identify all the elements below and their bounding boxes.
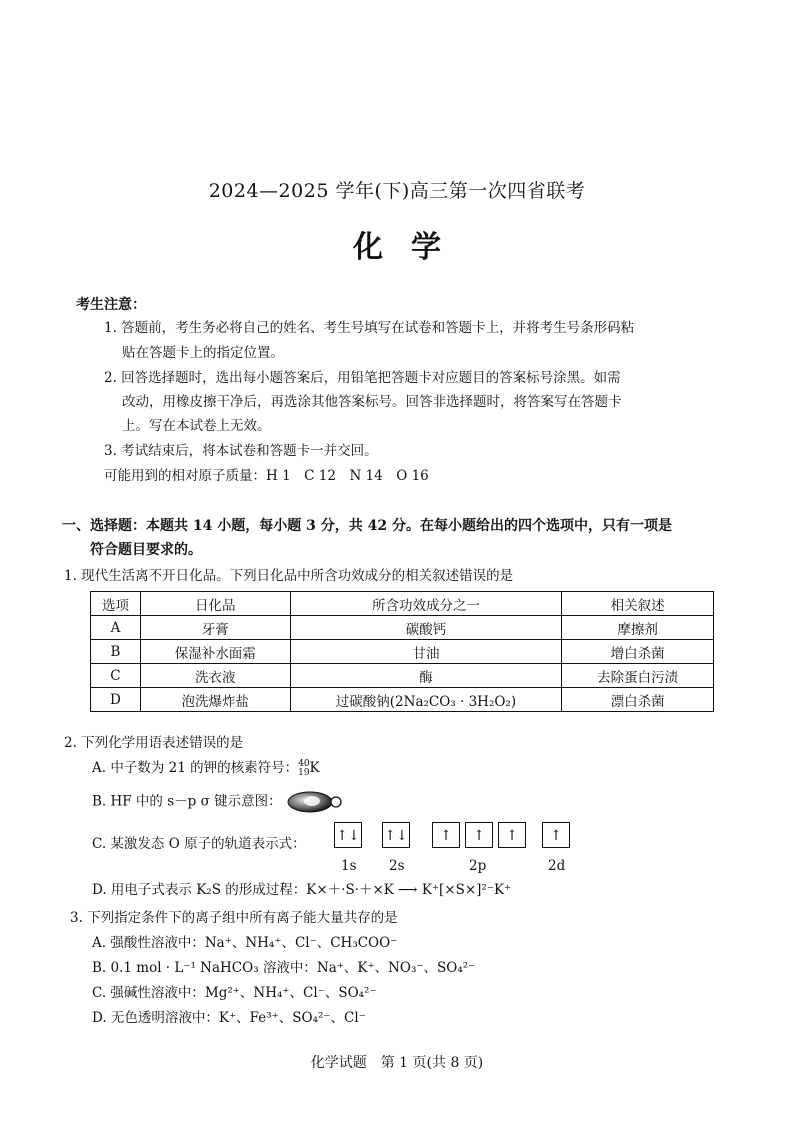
q3-option-d: D. 无色透明溶液中：K⁺、Fe³⁺、SO₄²⁻、Cl⁻ (92, 1010, 366, 1026)
table-cell: 甘油 (290, 640, 562, 664)
q3-stem: 3. 下列指定条件下的离子组中所有离子能大量共存的是 (70, 910, 398, 926)
notice-item-2-line-3: 上。写在本试卷上无效。 (122, 418, 271, 434)
q3-option-c: C. 强碱性溶液中：Mg²⁺、NH₄⁺、Cl⁻、SO₄²⁻ (92, 985, 377, 1001)
subject-title: 化学 (353, 230, 469, 265)
q1-stem: 1. 现代生活离不开日化品。下列日化品中所含功效成分的相关叙述错误的是 (64, 568, 514, 584)
table-cell: D (91, 688, 141, 712)
section-1-line-1: 一、选择题：本题共 14 小题，每小题 3 分，共 42 分。在每小题给出的四个选项中，只有一项是 (62, 518, 672, 534)
orbital-box-2d: ↑ (542, 822, 570, 848)
q2-option-a-text: A. 中子数为 21 的钾的核素符号： (92, 760, 299, 776)
q3-option-b: B. 0.1 mol · L⁻¹ NaHCO₃ 溶液中：Na⁺、K⁺、NO₃⁻、SO₄²⁻ (92, 960, 476, 976)
s-p-sigma-bond-icon (286, 790, 342, 814)
table-header-cell: 选项 (91, 592, 141, 616)
q3-option-a: A. 强酸性溶液中：Na⁺、NH₄⁺、Cl⁻、CH₃COO⁻ (92, 935, 398, 951)
table-row (91, 640, 714, 664)
orbital-label-2s: 2s (389, 858, 405, 874)
table-cell: 洗衣液 (140, 664, 290, 688)
table-cell: C (91, 664, 141, 688)
table-cell: A (91, 616, 141, 640)
q1-table (90, 591, 714, 712)
table-cell: 摩擦剂 (562, 616, 714, 640)
notice-item-1-line-2: 贴在答题卡上的指定位置。 (122, 345, 284, 361)
orbital-label-2d: 2d (548, 858, 566, 874)
notice-item-1-line-1: 1. 答题前，考生务必将自己的姓名、考生号填写在试卷和答题卡上，并将考生号条形码粘 (104, 320, 635, 336)
table-cell: 过碳酸钠(2Na₂CO₃ · 3H₂O₂) (290, 688, 562, 712)
section-1-heading (62, 514, 672, 562)
nuclide-indices (298, 760, 309, 778)
page-footer: 化学试题 第 1 页(共 8 页) (310, 1055, 484, 1071)
table-row (91, 664, 714, 688)
potassium-symbol: K (309, 760, 320, 776)
notice-heading: 考生注意： (76, 297, 146, 313)
table-header-cell: 所含功效成分之一 (290, 592, 562, 616)
notice-item-2-line-2: 改动，用橡皮擦干净后，再选涂其他答案标号。回答非选择题时，将答案写在答题卡 (122, 394, 622, 410)
table-cell: 泡洗爆炸盐 (140, 688, 290, 712)
orbital-box-2p-1: ↑ (432, 822, 460, 848)
q2-option-d: D. 用电子式表示 K₂S 的形成过程：K×＋·S·＋×K ⟶ K⁺[×S×]²⁻K⁺ (92, 882, 512, 898)
table-row (91, 616, 714, 640)
exam-title: 2024—2025 学年(下)高三第一次四省联考 (208, 180, 586, 202)
table-cell: 酶 (290, 664, 562, 688)
q2-option-c-text: C. 某激发态 O 原子的轨道表示式： (92, 836, 306, 852)
table-cell: 去除蛋白污渍 (562, 664, 714, 688)
q2-option-b (92, 790, 342, 814)
table-header-cell: 相关叙述 (562, 592, 714, 616)
table-cell: 碳酸钙 (290, 616, 562, 640)
table-cell: 保湿补水面霜 (140, 640, 290, 664)
orbital-box-2s: ↑↓ (382, 822, 410, 848)
table-header-cell: 日化品 (140, 592, 290, 616)
q2-option-b-text: B. HF 中的 s－p σ 键示意图： (92, 793, 282, 810)
table-row (91, 688, 714, 712)
mass-number: 40 (298, 758, 310, 769)
orbital-box-2p-3: ↑ (498, 822, 526, 848)
orbital-box-1s: ↑↓ (334, 822, 362, 848)
table-header-row (91, 592, 714, 616)
atomic-number: 19 (298, 767, 310, 778)
table-cell: B (91, 640, 141, 664)
orbital-box-2p-2: ↑ (465, 822, 493, 848)
atomic-mass-line: 可能用到的相对原子质量：H 1 C 12 N 14 O 16 (104, 468, 429, 484)
table-cell: 牙膏 (140, 616, 290, 640)
table-cell: 增白杀菌 (562, 640, 714, 664)
orbital-label-2p: 2p (469, 858, 487, 874)
table-cell: 漂白杀菌 (562, 688, 714, 712)
section-1-line-2: 符合题目要求的。 (90, 542, 202, 558)
q2-stem: 2. 下列化学用语表述错误的是 (64, 735, 244, 751)
notice-item-3: 3. 考试结束后，将本试卷和答题卡一并交回。 (104, 443, 378, 459)
notice-item-2-line-1: 2. 回答选择题时，选出每小题答案后，用铅笔把答题卡对应题目的答案标号涂黑。如需 (104, 370, 621, 386)
orbital-label-1s: 1s (341, 858, 357, 874)
q2-option-a (92, 758, 320, 778)
